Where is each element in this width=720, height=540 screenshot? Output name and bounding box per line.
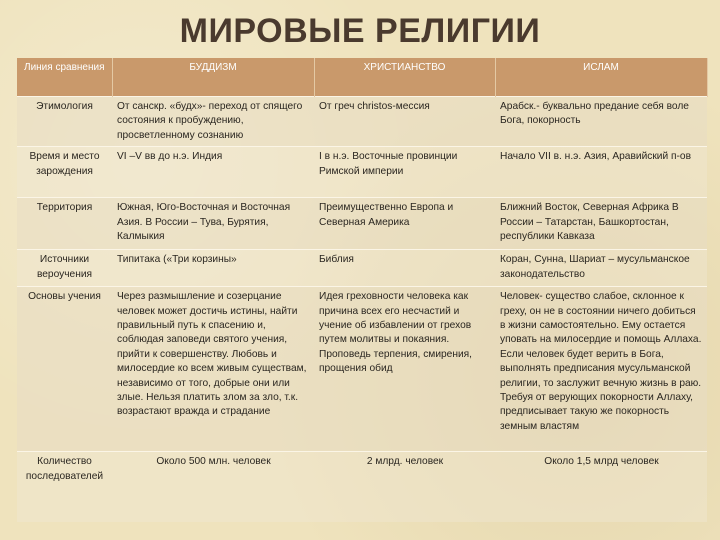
cell-islam: Начало VII в. н.э. Азия, Аравийский п-ов [495, 147, 707, 198]
cell-islam: Ближний Восток, Северная Африка В России – Татарстан, Башкортостан, республики Кавказа [495, 198, 707, 250]
header-comparison-line: Линия сравнения [17, 58, 112, 97]
table-row [17, 287, 707, 452]
cell-islam: Арабск.- буквально предание себя воле Бога, покорность [495, 97, 707, 147]
header-islam: ИСЛАМ [495, 58, 707, 97]
cell-christianity: От греч christos-мессия [314, 97, 495, 147]
cell-christianity: Идея греховности человека как причина всех его несчастий и учение об избавлении от грехов путем молитвы и покаяния. Проповедь терпения, смирения, прощения обид [314, 287, 495, 452]
header-buddhism: БУДДИЗМ [112, 58, 314, 97]
table-header-row [17, 58, 707, 97]
religions-comparison-table [17, 58, 708, 522]
cell-christianity: 2 млрд. человек [314, 452, 495, 522]
row-label: Этимология [17, 97, 112, 147]
cell-islam: Коран, Сунна, Шариат – мусульманское законодательство [495, 250, 707, 287]
table-row [17, 452, 707, 522]
cell-buddhism: От санскр. «будх»- переход от спящего состояния к пробуждению, просветленному сознанию [112, 97, 314, 147]
cell-buddhism: Через размышление и созерцание человек может достичь истины, найти правильный путь к спасению и, соблюдая заповеди святого учения, прийти к совершенству. Любовь и милосердие ко всем живым существам, независимо от того, добрые они или злые. Нельзя платить злом за зло, т.к. возрастают вражда и страдание [112, 287, 314, 452]
header-christianity: ХРИСТИАНСТВО [314, 58, 495, 97]
row-label: Источники вероучения [17, 250, 112, 287]
row-label: Время и место зарождения [17, 147, 112, 198]
cell-christianity: I в н.э. Восточные провинции Римской империи [314, 147, 495, 198]
table-row [17, 147, 707, 198]
cell-buddhism: Типитака («Три корзины» [112, 250, 314, 287]
row-label: Основы учения [17, 287, 112, 452]
row-label: Количество последователей [17, 452, 112, 522]
table-row [17, 250, 707, 287]
cell-islam: Около 1,5 млрд человек [495, 452, 707, 522]
row-label: Территория [17, 198, 112, 250]
cell-islam: Человек- существо слабое, склонное к греху, он не в состоянии ничего добиться в жизни самостоятельно. Ему остается уповать на милосердие и помощь Аллаха. Если человек будет верить в Бога, выполнять предписания мусульманской религии, то заслужит вечную жизнь в раю. Требуя от верующих покорности Аллаху, предписывает такую же покорность земным властям [495, 287, 707, 452]
table-row [17, 198, 707, 250]
page-title: МИРОВЫЕ РЕЛИГИИ [179, 12, 541, 50]
table-row [17, 97, 707, 147]
cell-christianity: Библия [314, 250, 495, 287]
cell-buddhism: Южная, Юго-Восточная и Восточная Азия. В России – Тува, Бурятия, Калмыкия [112, 198, 314, 250]
cell-buddhism: VI –V вв до н.э. Индия [112, 147, 314, 198]
cell-christianity: Преимущественно Европа и Северная Америка [314, 198, 495, 250]
cell-buddhism: Около 500 млн. человек [112, 452, 314, 522]
